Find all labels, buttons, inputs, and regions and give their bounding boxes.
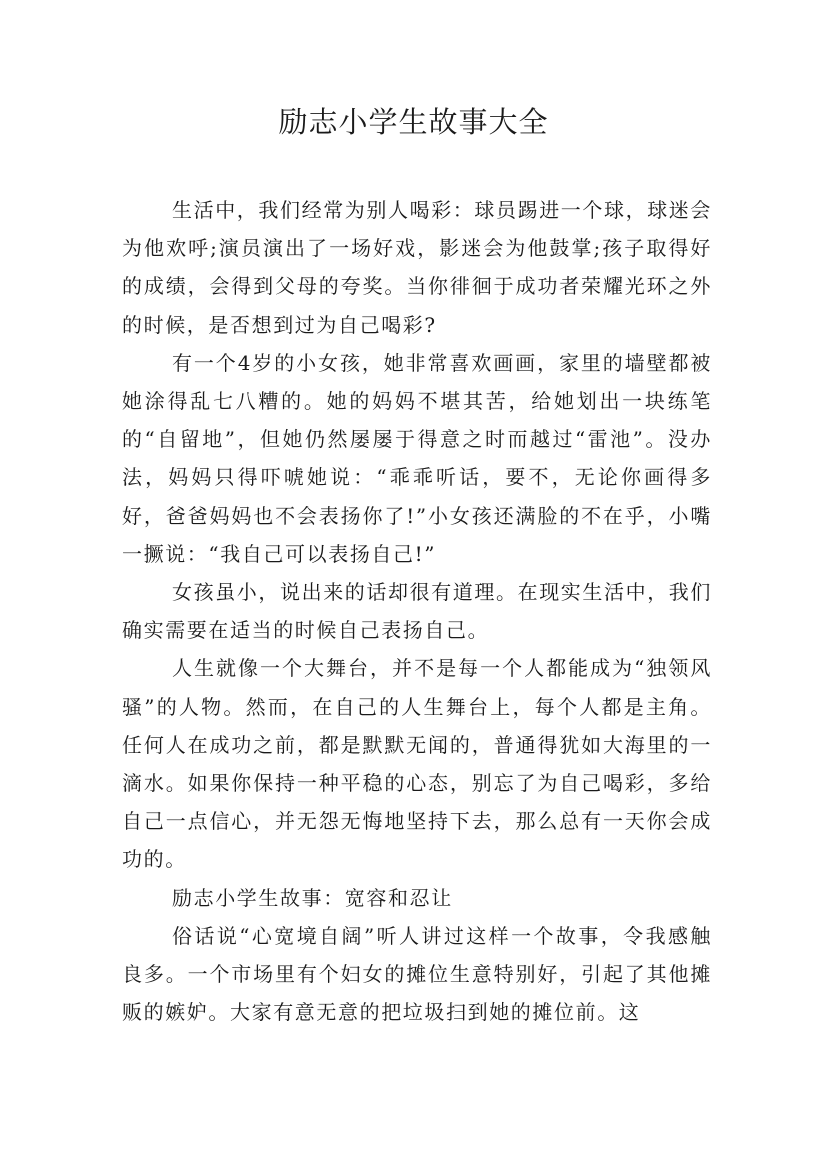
section-heading: 励志小学生故事：宽容和忍让 — [172, 885, 453, 910]
document-body — [122, 191, 712, 1031]
paragraph: 有一个4岁的小女孩，她非常喜欢画画，家里的墙壁都被她涂得乱七八糟的。她的妈妈不堪其苦，给她划出一块练笔的“自留地”，但她仍然屡屡于得意之时而越过“雷池”。没办法，妈妈只得吓唬她说：“乖乖听话，要不，无论你画得多好，爸爸妈妈也不会表扬你了!”小女孩还满脸的不在乎，小嘴一撅说：“我自己可以表扬自己!” — [122, 350, 712, 566]
document-title: 励志小学生故事大全 — [278, 105, 549, 139]
paragraph: 生活中，我们经常为别人喝彩：球员踢进一个球，球迷会为他欢呼;演员演出了一场好戏，影迷会为他鼓掌;孩子取得好的成绩，会得到父母的夸奖。当你徘徊于成功者荣耀光环之外的时候，是否想到过为自己喝彩? — [122, 198, 712, 337]
paragraph: 女孩虽小，说出来的话却很有道理。在现实生活中，我们确实需要在适当的时候自己表扬自己。 — [122, 580, 712, 643]
paragraph: 俗话说“心宽境自阔”听人讲过这样一个故事，令我感触良多。一个市场里有个妇女的摊位生意特别好，引起了其他摊贩的嫉妒。大家有意无意的把垃圾扫到她的摊位前。这 — [122, 923, 712, 1025]
paragraph: 人生就像一个大舞台，并不是每一个人都能成为“独领风骚”的人物。然而，在自己的人生舞台上，每个人都是主角。任何人在成功之前，都是默默无闻的，普通得犹如大海里的一滴水。如果你保持一种平稳的心态，别忘了为自己喝彩，多给自己一点信心，并无怨无悔地坚持下去，那么总有一天你会成功的。 — [122, 656, 712, 872]
